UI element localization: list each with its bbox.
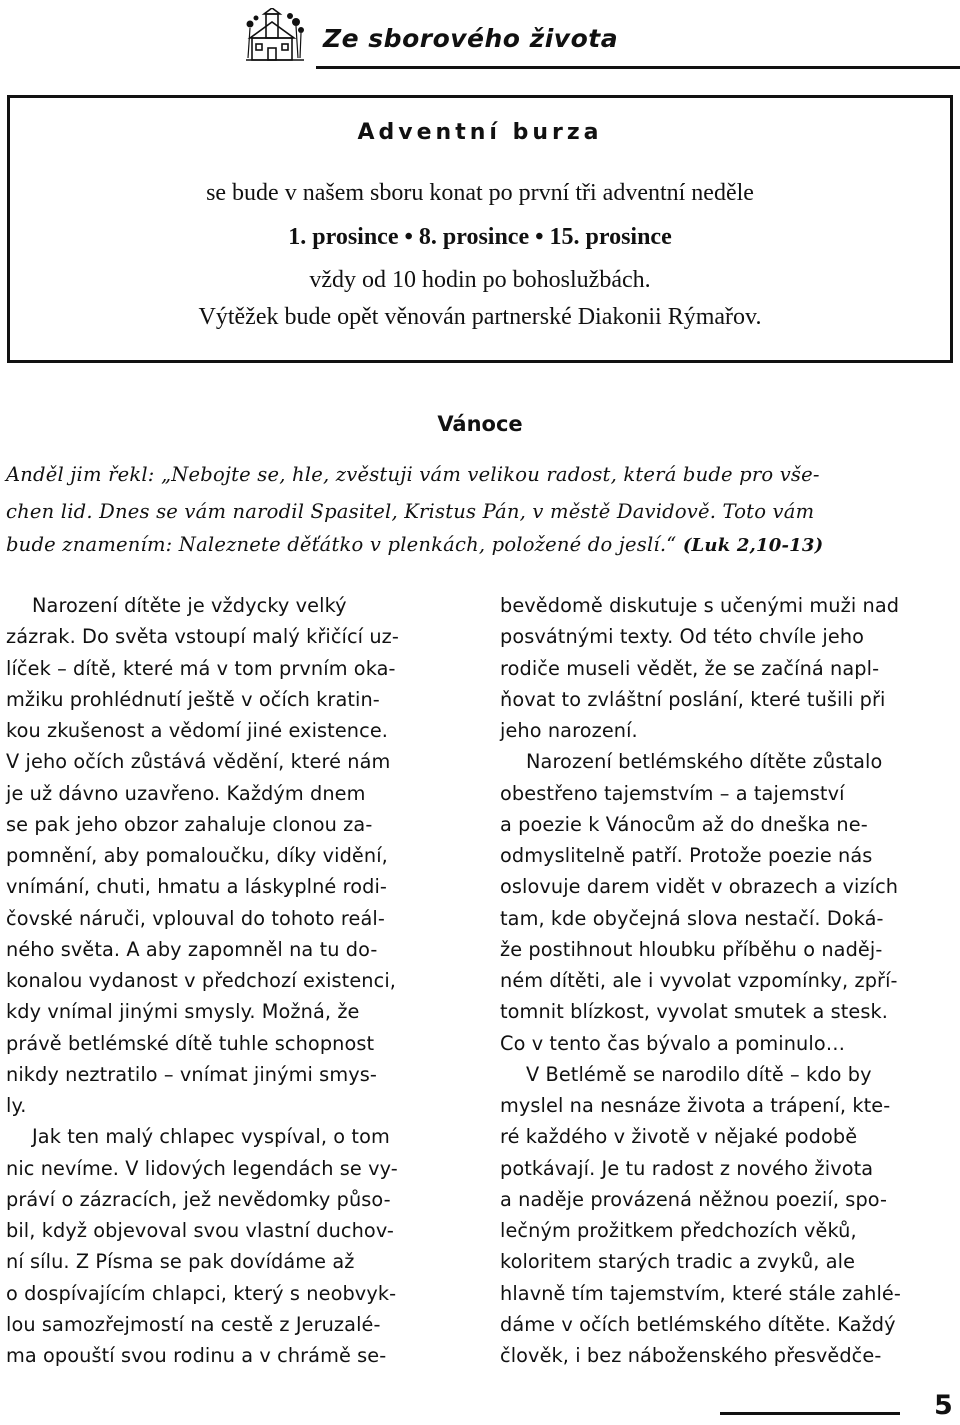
article-line: hlavně tím tajemstvím, které stále zahlé-	[500, 1281, 901, 1305]
header-divider	[316, 66, 960, 69]
article-line: ní sílu. Z Písma se pak dovídáme až	[6, 1250, 355, 1274]
article-line: V Betlémě se narodilo dítě – kdo by	[526, 1062, 872, 1086]
article-line: bevědomě diskutuje s učenými muži nad	[500, 594, 900, 617]
article-line: se pak jeho obzor zahaluje clonou za-	[6, 812, 373, 836]
article-line: mžiku prohlédnutí ještě v očích kratin-	[6, 687, 380, 711]
footer-divider	[720, 1412, 900, 1415]
article-line: ré každého v životě v nějaké podobě	[500, 1125, 858, 1149]
article-line: Co v tento čas bývalo a pominulo…	[500, 1031, 846, 1055]
christmas-heading: Vánoce	[437, 412, 523, 436]
article-line: V jeho očích zůstává vědění, které nám	[6, 750, 391, 774]
article-line: že postihnout hloubku příběhu o naděj-	[500, 937, 883, 961]
article-line: práví o zázracích, jež nevědomky půso-	[6, 1187, 391, 1211]
article-line: Jak ten malý chlapec vyspíval, o tom	[32, 1125, 390, 1149]
article-line: ném dítěti, ale i vyvolat vzpomínky, zpří-	[500, 969, 898, 992]
article-line: čovské náruči, vplouval do tohoto reál-	[6, 906, 385, 930]
church-with-flowers-icon	[244, 8, 306, 64]
article-line: konalou vydanost v předchozí existenci,	[6, 969, 397, 992]
article-left-column	[6, 590, 466, 1371]
article-line: líček – dítě, které má v tom prvním oka-	[6, 656, 396, 680]
advent-bazaar-notice	[7, 95, 953, 363]
quote-text: bude znamením: Naleznete děťátko v plenkách, položené do jeslí.“	[6, 533, 677, 556]
article-line: ňovat to zvláštní poslání, které tušili při	[500, 687, 886, 711]
article-line: vnímání, chuti, hmatu a láskyplné rodi-	[6, 875, 387, 899]
article-line: pomnění, aby pomaloučku, díky vidění,	[6, 844, 388, 867]
article-line: ného světa. A aby zapomněl na tu do-	[6, 937, 378, 961]
article-line: nikdy neztratilo – vnímat jinými smys-	[6, 1062, 377, 1086]
article-line: odmyslitelně patří. Protože poezie nás	[500, 844, 873, 867]
article-line: lečným prožitkem předchozích věků,	[500, 1219, 857, 1242]
bazaar-description: se bude v našem sboru konat po první tři adventní neděle	[206, 180, 754, 206]
bazaar-title: Adventní burza	[357, 120, 603, 145]
bazaar-proceeds: Výtěžek bude opět věnován partnerské Diakonii Rýmařov.	[198, 304, 762, 330]
article-line: a naděje provázená něžnou poezií, spo-	[500, 1187, 888, 1211]
quote-line: Anděl jim řekl: „Nebojte se, hle, zvěstuji vám velikou radost, která bude pro vše-	[6, 463, 820, 486]
article-line: Narození dítěte je vždycky velký	[32, 594, 347, 617]
article-line: právě betlémské dítě tuhle schopnost	[6, 1031, 375, 1055]
article-line: koloritem starých tradic a zvyků, ale	[500, 1250, 856, 1274]
article-line: ly.	[6, 1094, 27, 1117]
article-line: oslovuje darem vidět v obrazech a vizích	[500, 875, 899, 899]
article-line: je už dávno uzavřeno. Každým dnem	[6, 781, 366, 805]
article-line: kou zkušenost a vědomí jiné existence.	[6, 719, 389, 742]
article-line: tam, kde obyčejná slova nestačí. Doká-	[500, 906, 884, 930]
article-line: a poezie k Vánocům až do dneška ne-	[500, 812, 868, 836]
article-line: ma opouští svou rodinu a v chrámě se-	[6, 1344, 387, 1367]
bazaar-time: vždy od 10 hodin po bohoslužbách.	[309, 267, 651, 293]
article-line: obestřeno tajemstvím – a tajemství	[500, 781, 845, 805]
article-right-column	[500, 590, 960, 1371]
page-number: 5	[934, 1390, 953, 1421]
bible-reference: (Luk 2,10-13)	[682, 535, 824, 556]
article-line: o dospívajícím chlapci, který s neobvyk-	[6, 1281, 397, 1305]
article-line: rodiče museli vědět, že se začíná napl-	[500, 656, 880, 680]
article-line: bil, když objevoval svou vlastní duchov-	[6, 1219, 394, 1242]
quote-line: chen lid. Dnes se vám narodil Spasitel, Kristus Pán, v městě Davidově. Toto vám	[6, 500, 815, 523]
article-line: dáme v očích betlémského dítěte. Každý	[500, 1312, 896, 1336]
article-line: zázrak. Do světa vstoupí malý křičící uz-	[6, 625, 399, 649]
article-line: myslel na nesnáze života a trápení, kte-	[500, 1094, 891, 1117]
article-line: potkávají. Je tu radost z nového života	[500, 1156, 874, 1180]
article-line: člověk, i bez náboženského přesvědče-	[500, 1344, 882, 1367]
bazaar-dates: 1. prosince • 8. prosince • 15. prosince	[288, 224, 672, 250]
article-line: posvátnými texty. Od této chvíle jeho	[500, 625, 865, 649]
article-line: jeho narození.	[500, 719, 638, 742]
article-line: tomnit blízkost, vyvolat smutek a stesk.	[500, 1000, 889, 1024]
quote-line	[6, 533, 956, 556]
section-title: Ze sborového života	[323, 24, 619, 53]
article-line: lou samozřejmostí na cestě z Jeruzalé-	[6, 1312, 381, 1336]
article-line: nic nevíme. V lidových legendách se vy-	[6, 1156, 398, 1180]
article-line: Narození betlémského dítěte zůstalo	[526, 750, 883, 774]
article-line: kdy vnímal jinými smysly. Možná, že	[6, 1000, 360, 1024]
